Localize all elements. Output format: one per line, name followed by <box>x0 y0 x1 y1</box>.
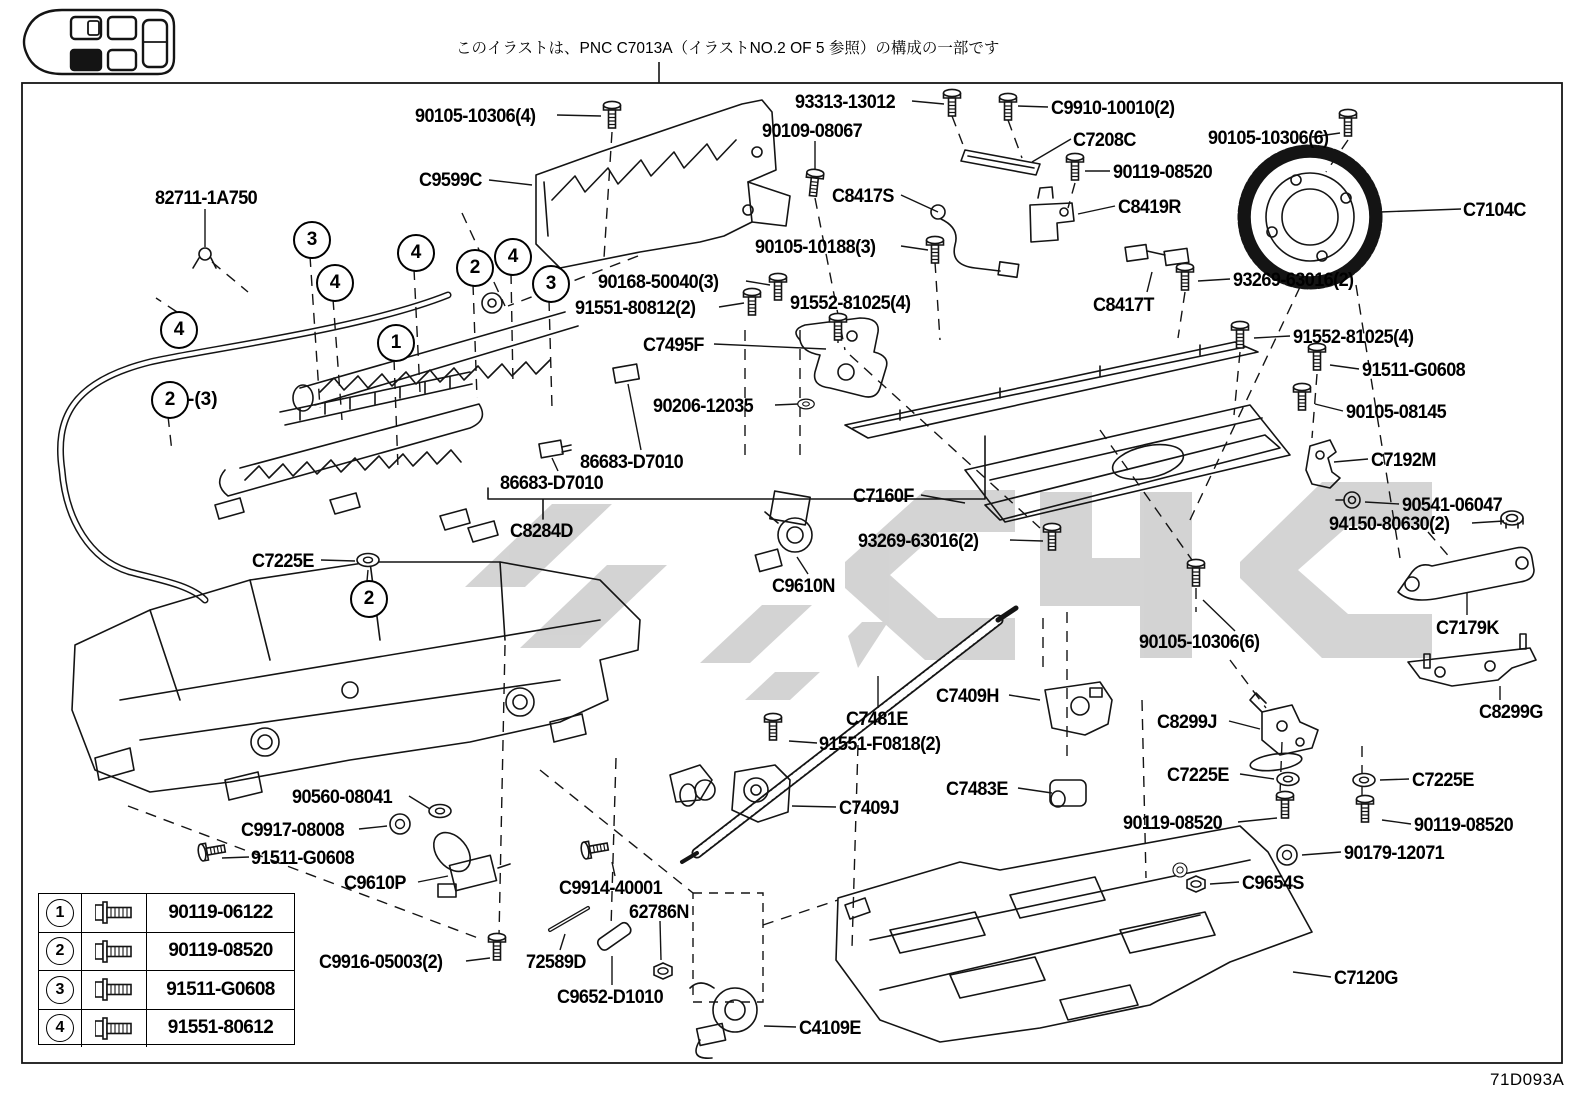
van-top-view-seat-position-icon <box>24 10 174 74</box>
part-label: C7192M <box>1371 450 1436 471</box>
part-label: 90119-08520 <box>1113 162 1213 183</box>
part-label: C7481E <box>846 709 908 730</box>
legend-part-number: 91551-80612 <box>167 1017 274 1039</box>
part-label: C7160F <box>853 486 914 507</box>
lower-rail-drawing <box>215 404 498 542</box>
part-label: C9914-40001 <box>559 878 663 899</box>
part-label: 90168-50040(3) <box>598 272 719 293</box>
part-label: C7120G <box>1334 968 1398 989</box>
callout-number <box>316 264 354 302</box>
strip-c7208c-drawing <box>961 150 1040 175</box>
header-note: このイラストは、PNC C7013A（イラストNO.2 OF 5 参照）の構成の一部です <box>456 40 1000 57</box>
legend-number-badge <box>46 937 74 965</box>
part-label: 90105-10306(6) <box>1139 632 1260 653</box>
part-label: 93269-63016(2) <box>1233 270 1354 291</box>
part-label: C8299J <box>1157 712 1217 733</box>
part-label: 90206-12035 <box>653 396 754 417</box>
part-label: 90105-10306(6) <box>1208 128 1329 149</box>
legend-row <box>39 894 294 933</box>
callout-number <box>151 381 189 419</box>
legend-row <box>39 933 294 972</box>
bolt-with-washer-icon <box>95 977 133 1002</box>
bracket-c8299j-drawing <box>1249 693 1318 774</box>
part-label: 90179-12071 <box>1344 843 1445 864</box>
callout-number <box>397 234 435 272</box>
part-label: 82711-1A750 <box>155 188 258 209</box>
callout-value: 3 <box>545 273 557 294</box>
callout-number <box>532 265 570 303</box>
part-label: 90105-10188(3) <box>755 237 876 258</box>
bracket-c7409h-drawing <box>1045 682 1112 735</box>
callout-number <box>494 238 532 276</box>
part-label: C8417S <box>832 186 894 207</box>
bracket-c7192m-drawing <box>1306 440 1340 488</box>
callout-suffix: -(3) <box>188 389 218 410</box>
part-label: 90105-10306(4) <box>415 106 536 127</box>
part-label: 90119-08520 <box>1414 815 1514 836</box>
legend-row <box>39 1010 294 1048</box>
part-label: C8299G <box>1479 702 1543 723</box>
solenoid-c9610n-drawing <box>755 491 812 571</box>
nut-94150-drawing <box>1501 511 1523 528</box>
solenoid-c4109e-drawing <box>690 983 757 1058</box>
part-label: C7225E <box>1412 770 1474 791</box>
motor-c9610p-drawing <box>426 826 510 897</box>
part-label: 86683-D7010 <box>500 473 604 494</box>
part-label: C7179K <box>1436 618 1499 639</box>
part-label: C8417T <box>1093 295 1154 316</box>
part-label: 93269-63016(2) <box>858 531 979 552</box>
bushing-c7483e-drawing <box>1050 780 1086 807</box>
part-label: C9610P <box>344 873 406 894</box>
part-label: 91552-81025(4) <box>790 293 911 314</box>
part-label: 90119-08520 <box>1123 813 1223 834</box>
part-label: C9916-05003(2) <box>319 952 443 973</box>
connector-86683-drawings <box>539 364 639 458</box>
callout-value: 4 <box>173 319 185 340</box>
part-label: 72589D <box>526 952 586 973</box>
gear-c7104c-drawing <box>1244 151 1376 283</box>
bracket-c8419r-drawing <box>1030 187 1074 242</box>
upper-rail-drawing <box>280 293 578 425</box>
part-label: C7225E <box>1167 765 1229 786</box>
part-label: 91511-G0608 <box>1362 360 1466 381</box>
callout-number <box>350 580 388 618</box>
legend-part-number: 90119-08520 <box>168 940 273 962</box>
callout-value: 2 <box>469 257 481 278</box>
tube-c9652-drawing <box>596 921 633 952</box>
legend-number-badge <box>46 1014 74 1042</box>
legend-row <box>39 971 294 1010</box>
part-label: C9917-08008 <box>241 820 345 841</box>
callout-number <box>456 249 494 287</box>
connector-c8417t-drawing <box>1125 245 1189 266</box>
document-code: 71D093A <box>1490 1070 1565 1089</box>
fastener-legend-table <box>38 893 295 1045</box>
part-label: 93313-13012 <box>795 92 896 113</box>
part-label: 90541-06047 <box>1402 495 1503 516</box>
legend-number: 2 <box>55 942 65 960</box>
callout-value: 3 <box>306 229 318 250</box>
bracket-c9599c-drawing <box>536 100 790 268</box>
callout-number <box>293 221 331 259</box>
part-label: C7409J <box>839 798 899 819</box>
callout-value: 4 <box>410 242 422 263</box>
legend-number-badge <box>46 976 74 1004</box>
legend-number: 4 <box>55 1019 65 1037</box>
part-label: 86683-D7010 <box>580 452 684 473</box>
part-label: C9654S <box>1242 873 1304 894</box>
part-label: 90109-08067 <box>762 121 863 142</box>
callout-value: 4 <box>507 246 519 267</box>
part-label: C9910-10010(2) <box>1051 98 1175 119</box>
bolt-with-washer-icon <box>95 1016 133 1041</box>
bolt-with-washer-icon <box>95 900 133 925</box>
part-label: C7483E <box>946 779 1008 800</box>
callout-value: 1 <box>390 332 402 353</box>
floor-panel-drawing <box>836 826 1312 1042</box>
part-label: 91552-81025(4) <box>1293 327 1414 348</box>
legend-part-number: 90119-06122 <box>168 901 273 923</box>
callout-number <box>160 311 198 349</box>
part-label: 90105-08145 <box>1346 402 1447 423</box>
part-label: C7409H <box>936 686 999 707</box>
bolt-with-washer-icon <box>95 939 133 964</box>
callout-value: 4 <box>329 272 341 293</box>
legend-number: 3 <box>55 980 65 998</box>
part-label: C7208C <box>1073 130 1136 151</box>
callout-value: 2 <box>363 588 375 609</box>
legend-number-badge <box>46 899 74 927</box>
part-label: C7495F <box>643 335 704 356</box>
callout-number <box>377 324 415 362</box>
part-label: C7104C <box>1463 200 1526 221</box>
part-label: 91551-80812(2) <box>575 298 696 319</box>
pin-72589d-drawing <box>550 908 588 930</box>
part-label: C8419R <box>1118 197 1181 218</box>
legend-part-number: 91511-G0608 <box>166 978 275 1000</box>
part-label: C7225E <box>252 551 314 572</box>
part-label: 91511-G0608 <box>251 848 355 869</box>
part-label: C8284D <box>510 521 573 542</box>
part-label: C9599C <box>419 170 482 191</box>
part-label: 91551-F0818(2) <box>819 734 941 755</box>
part-label: C9652-D1010 <box>557 987 664 1008</box>
cable-drawing <box>60 248 448 600</box>
part-label: 62786N <box>629 902 689 923</box>
part-label: 90560-08041 <box>292 787 393 808</box>
legend-number: 1 <box>55 903 65 921</box>
part-label: 94150-80630(2) <box>1329 514 1450 535</box>
arm-c7179k-drawing <box>1398 547 1534 600</box>
callout-value: 2 <box>164 389 176 410</box>
part-label: C4109E <box>799 1018 861 1039</box>
part-label: C9610N <box>772 576 835 597</box>
